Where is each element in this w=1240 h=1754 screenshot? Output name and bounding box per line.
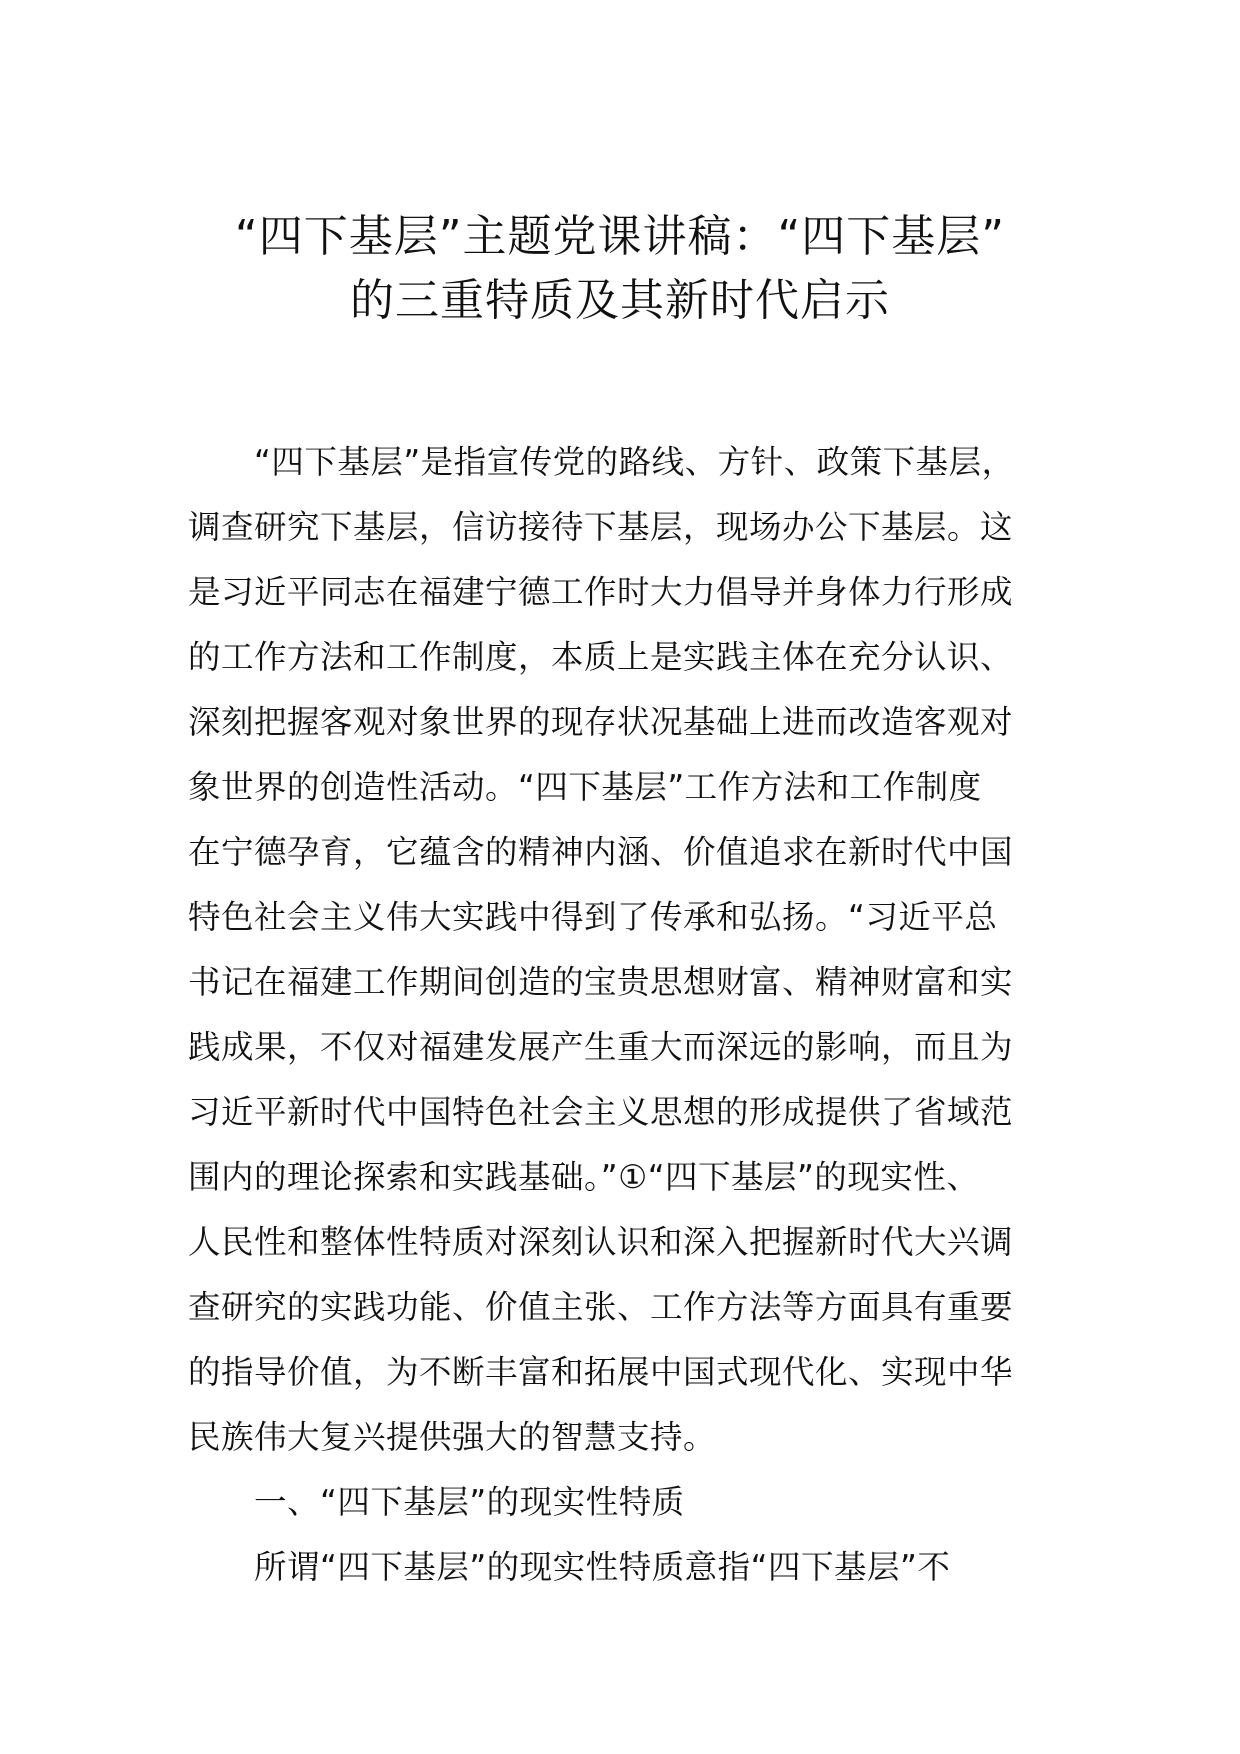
- paragraph-line: 调查研究下基层，信访接待下基层，现场办公下基层。这: [188, 508, 1014, 546]
- document-body: [188, 430, 1052, 1600]
- document-title: [150, 205, 1090, 333]
- title-line-2: 的三重特质及其新时代启示: [350, 275, 890, 326]
- paragraph-line: 践成果，不仅对福建发展产生重大而深远的影响，而且为: [188, 1028, 1014, 1066]
- paragraph-line: 习近平新时代中国特色社会主义思想的形成提供了省域范: [188, 1093, 1014, 1131]
- paragraph-line: 是习近平同志在福建宁德工作时大力倡导并身体力行形成: [188, 573, 1014, 611]
- paragraph-line: 民族伟大复兴提供强大的智慧支持。: [188, 1418, 717, 1456]
- paragraph-line: 所谓“四下基层”的现实性特质意指“四下基层”不: [254, 1548, 951, 1586]
- paragraph-line: 人民性和整体性特质对深刻认识和深入把握新时代大兴调: [188, 1223, 1014, 1261]
- paragraph-line: 深刻把握客观对象世界的现存状况基础上进而改造客观对: [188, 703, 1014, 741]
- title-line-1: “四下基层”主题党课讲稿：“四下基层”: [234, 211, 1006, 262]
- paragraph-line: “四下基层”是指宣传党的路线、方针、政策下基层，: [254, 443, 1015, 481]
- paragraph-line: 特色社会主义伟大实践中得到了传承和弘扬。“习近平总: [188, 898, 998, 936]
- paragraph-line: 的指导价值，为不断丰富和拓展中国式现代化、实现中华: [188, 1353, 1014, 1391]
- paragraph-line: 在宁德孕育，它蕴含的精神内涵、价值追求在新时代中国: [188, 833, 1014, 871]
- paragraph-line: 查研究的实践功能、价值主张、工作方法等方面具有重要: [188, 1288, 1014, 1326]
- section-heading: 一、“四下基层”的现实性特质: [254, 1483, 685, 1521]
- paragraph-line: 书记在福建工作期间创造的宝贵思想财富、精神财富和实: [188, 963, 1014, 1001]
- paragraph-line: 的工作方法和工作制度，本质上是实践主体在充分认识、: [188, 638, 1014, 676]
- paragraph-line: 围内的理论探索和实践基础。”①“四下基层”的现实性、: [188, 1158, 980, 1196]
- paragraph-line: 象世界的创造性活动。“四下基层”工作方法和工作制度: [188, 768, 982, 806]
